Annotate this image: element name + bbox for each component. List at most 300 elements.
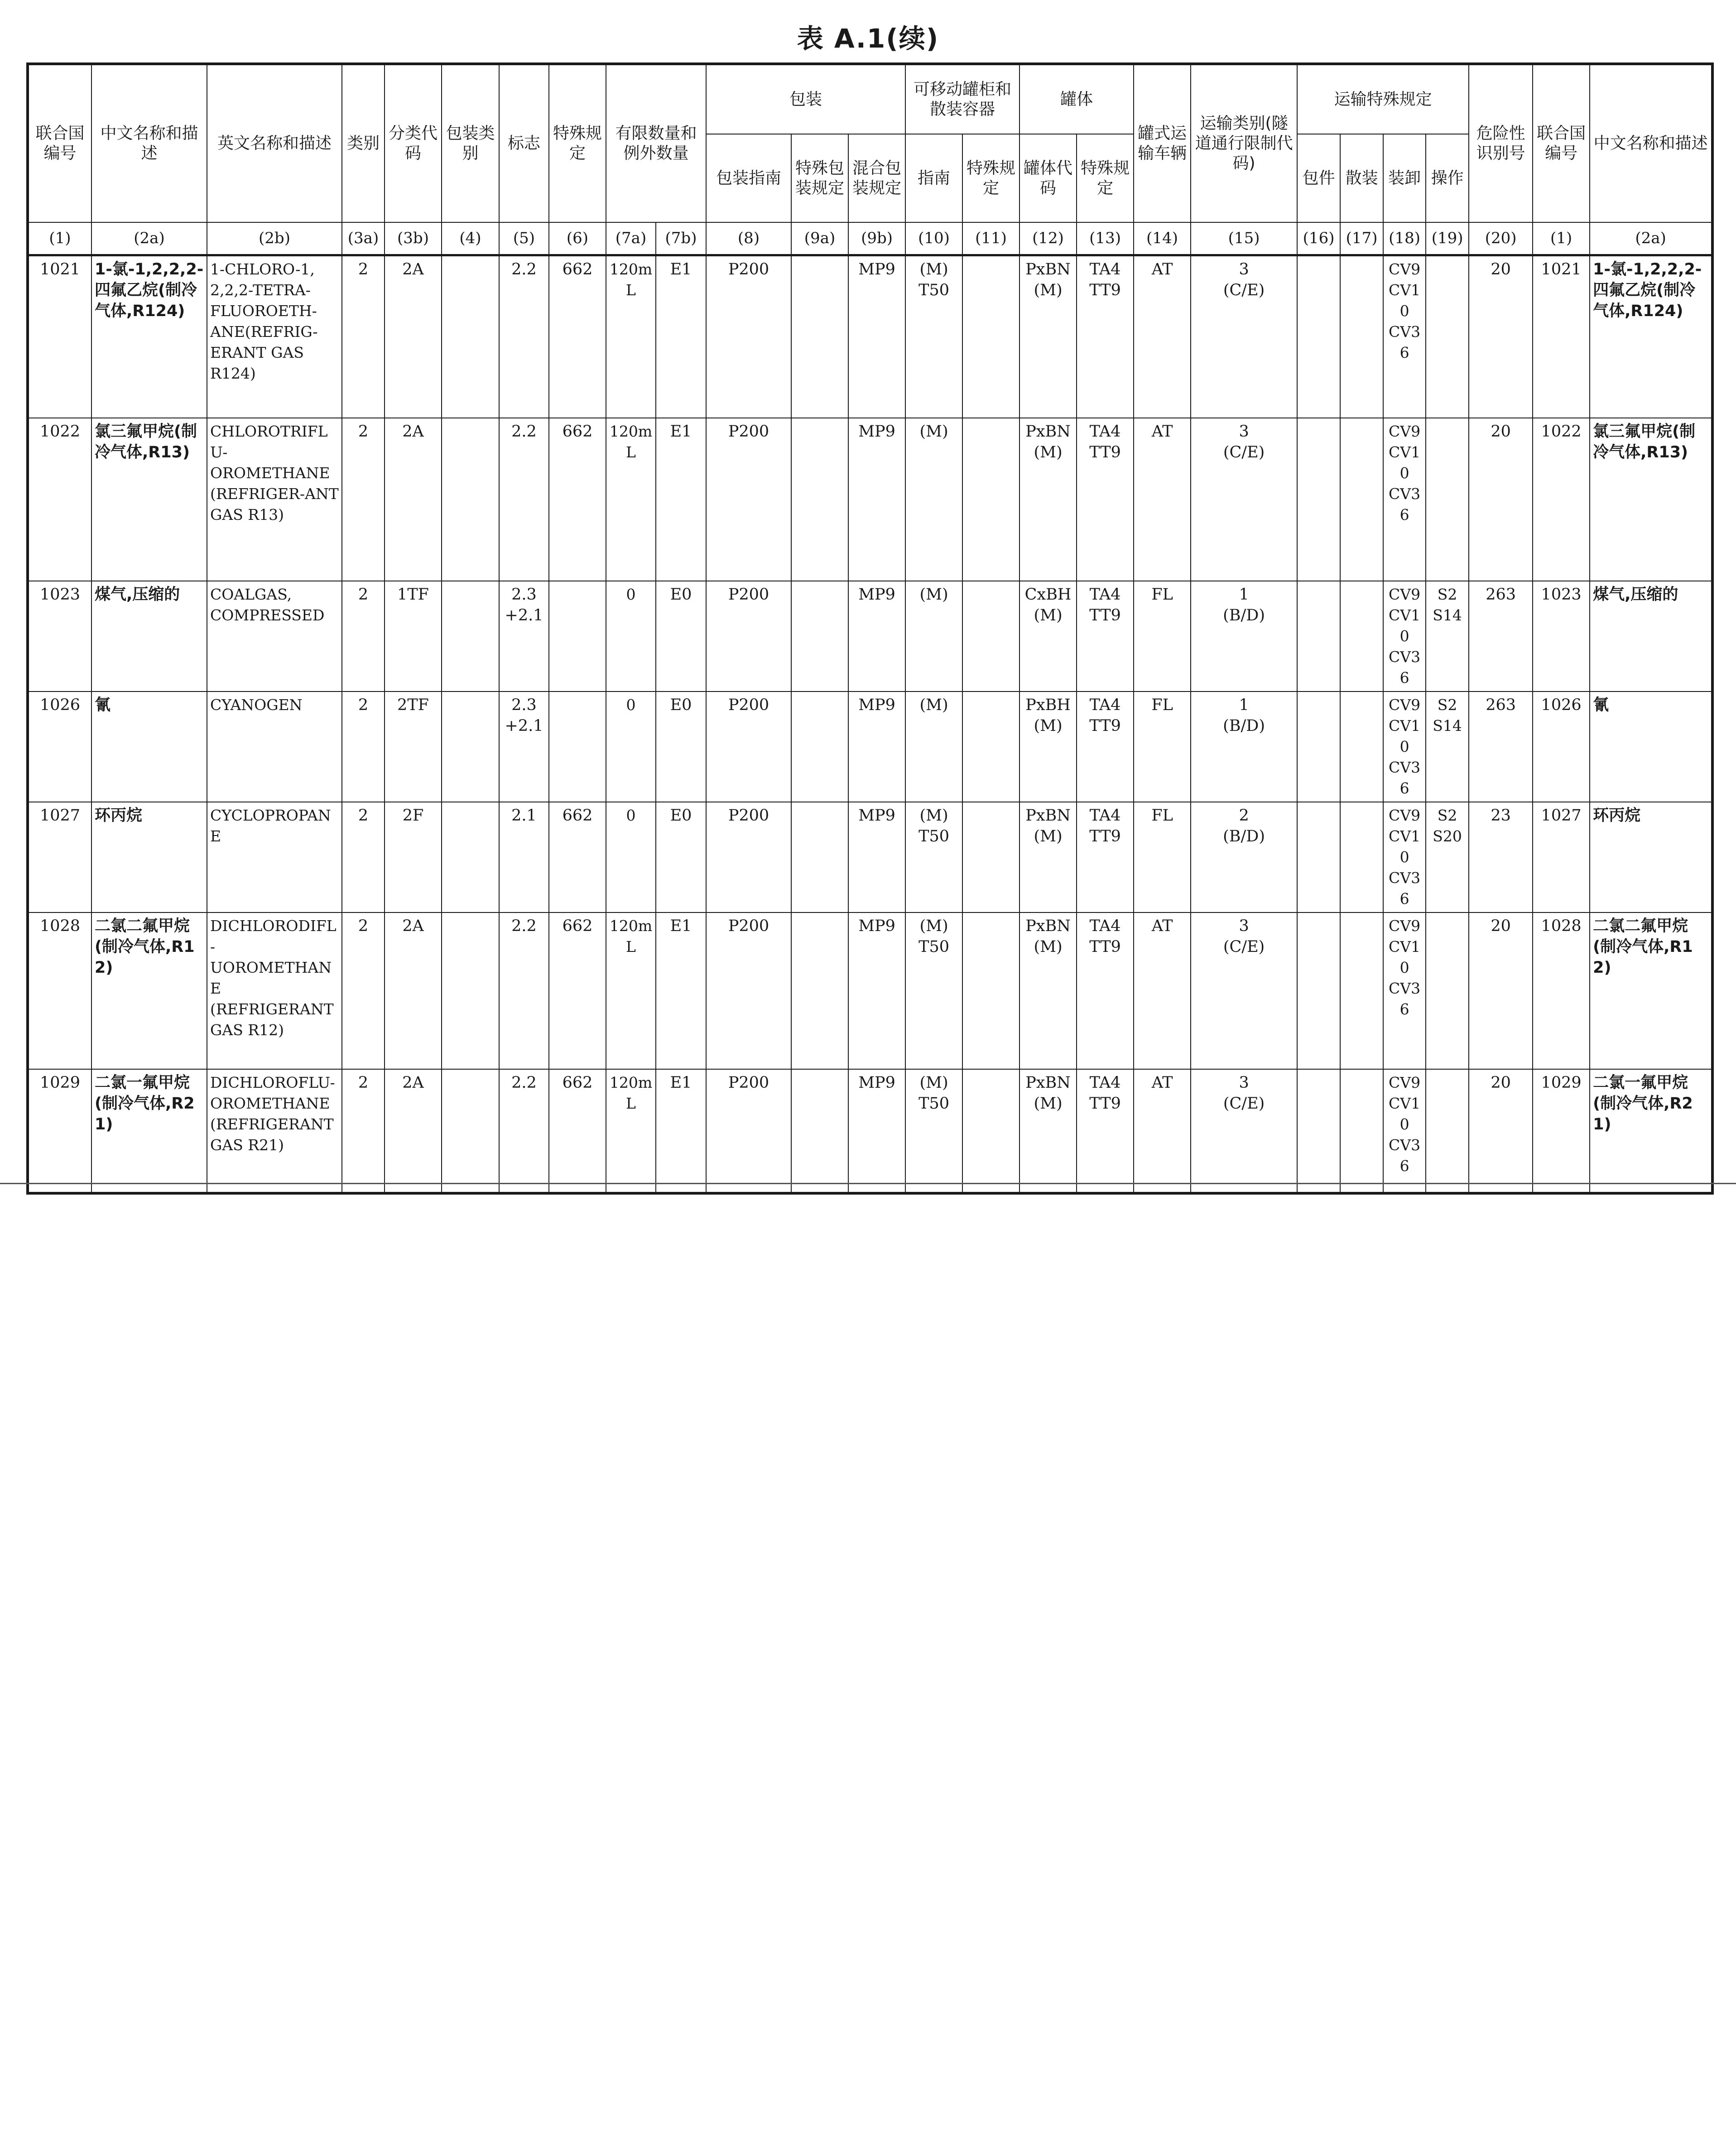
cell-loading (1383, 581, 1426, 691)
cell-packages (1297, 1069, 1340, 1193)
cell-hazard-id: 20 (1469, 255, 1533, 418)
header-un-no: 联合国编号 (28, 64, 91, 222)
cell-loading-line: CV10 (1389, 443, 1421, 482)
cell-portable-tank-instructions-line: T50 (918, 938, 949, 956)
cell-operation-line: S14 (1433, 717, 1462, 735)
cell-transport-category (1191, 418, 1297, 581)
cell-special-provisions (549, 581, 606, 691)
cell-un-no-repeat: 1023 (1533, 581, 1590, 691)
cell-name-zh: 1-氯-1,2,2,2-四氟乙烷(制冷气体,R124) (91, 255, 207, 418)
cell-packages (1297, 802, 1340, 912)
cell-tank-code-line: (M) (1034, 281, 1063, 299)
cell-class: 2 (342, 255, 385, 418)
cell-portable-tank-special (962, 418, 1019, 581)
cell-name-zh-repeat: 氰 (1590, 691, 1712, 802)
cell-portable-tank-instructions-line: (M) (919, 696, 948, 714)
cell-loading-line: CV9 (1389, 696, 1421, 714)
column-number: (8) (706, 222, 791, 255)
cell-transport-category-line: (B/D) (1223, 606, 1265, 624)
header-tank-code: 罐体代码 (1019, 134, 1077, 222)
cell-un-no-repeat: 1022 (1533, 418, 1590, 581)
cell-name-zh-repeat: 氯三氟甲烷(制冷气体,R13) (1590, 418, 1712, 581)
cell-transport-category-line: 1 (1239, 696, 1249, 714)
cell-class: 2 (342, 418, 385, 581)
cell-portable-tank-special (962, 802, 1019, 912)
cell-packaging-instructions: P200 (706, 581, 791, 691)
cell-un-no: 1023 (28, 581, 91, 691)
cell-portable-tank-instructions (905, 581, 962, 691)
cell-tank-code-line: PxBN (1025, 260, 1071, 279)
cell-tank-special (1077, 802, 1134, 912)
cell-loading (1383, 802, 1426, 912)
cell-loading (1383, 912, 1426, 1069)
cell-class-code: 2A (385, 1069, 442, 1193)
cell-name-en: CYANOGEN (207, 691, 342, 802)
cell-loading-line: CV36 (1389, 980, 1421, 1018)
table-row (28, 802, 1712, 912)
cell-packages (1297, 418, 1340, 581)
cell-tank-vehicle: AT (1134, 912, 1191, 1069)
cell-un-no-repeat: 1021 (1533, 255, 1590, 418)
cell-loading-line: CV9 (1389, 423, 1421, 440)
header-special-packing: 特殊包装规定 (791, 134, 848, 222)
cell-portable-tank-instructions-line: T50 (918, 1095, 949, 1113)
cell-packing-group (442, 1069, 499, 1193)
cell-tank-special-line: TT9 (1089, 938, 1121, 956)
cell-loading-line: CV10 (1389, 827, 1421, 866)
cell-portable-tank-special (962, 1069, 1019, 1193)
cell-special-provisions: 662 (549, 255, 606, 418)
cell-loading-line: CV10 (1389, 281, 1421, 320)
cell-tank-code (1019, 418, 1077, 581)
cell-loading (1383, 255, 1426, 418)
cell-portable-tank-instructions (905, 1069, 962, 1193)
cell-operation-line: S2 (1437, 696, 1457, 714)
column-number: (7b) (656, 222, 706, 255)
cell-mixed-packing: MP9 (848, 802, 905, 912)
dangerous-goods-table-container (26, 62, 1712, 1175)
cell-mixed-packing: MP9 (848, 691, 905, 802)
column-number: (16) (1297, 222, 1340, 255)
cell-tank-code (1019, 912, 1077, 1069)
cell-name-en: CYCLOPROPANE (207, 802, 342, 912)
cell-operation-line: S14 (1433, 606, 1462, 624)
cell-limited-quantity: 120mL (606, 912, 656, 1069)
header-special-provisions: 特殊规定 (549, 64, 606, 222)
cell-hazard-id: 23 (1469, 802, 1533, 912)
cell-labels: 2.2 (499, 1069, 549, 1193)
cell-excepted-quantity: E1 (656, 255, 706, 418)
cell-operation (1426, 912, 1469, 1069)
column-number: (11) (962, 222, 1019, 255)
header-bulk: 散装 (1340, 134, 1383, 222)
cell-portable-tank-special (962, 691, 1019, 802)
cell-tank-special-line: TT9 (1089, 606, 1121, 624)
cell-transport-category-line: 3 (1239, 260, 1249, 279)
cell-labels: 2.2 (499, 255, 549, 418)
cell-portable-tank-instructions (905, 691, 962, 802)
column-number: (2a) (91, 222, 207, 255)
cell-class-code: 1TF (385, 581, 442, 691)
cell-packing-group (442, 418, 499, 581)
cell-tank-special-line: TA4 (1089, 807, 1121, 825)
cell-packing-group (442, 255, 499, 418)
cell-loading-line: CV10 (1389, 938, 1421, 976)
cell-loading-line: CV36 (1389, 485, 1421, 523)
header-mixed-packing: 混合包装规定 (848, 134, 905, 222)
cell-transport-category (1191, 802, 1297, 912)
cell-loading-line: CV9 (1389, 586, 1421, 603)
cell-tank-code (1019, 255, 1077, 418)
header-pt-special: 特殊规定 (962, 134, 1019, 222)
cell-transport-category (1191, 912, 1297, 1069)
cell-un-no: 1027 (28, 802, 91, 912)
cell-name-en: DICHLOROFLU-OROMETHANE (REFRIGERANT GAS R21) (207, 1069, 342, 1193)
cell-name-zh-repeat: 二氯一氟甲烷(制冷气体,R21) (1590, 1069, 1712, 1193)
table-row (28, 912, 1712, 1069)
cell-tank-special-line: TA4 (1089, 423, 1121, 441)
cell-packing-group (442, 802, 499, 912)
cell-labels: 2.2 (499, 418, 549, 581)
cell-limited-quantity: 120mL (606, 1069, 656, 1193)
cell-loading-line: CV36 (1389, 1136, 1421, 1175)
cell-tank-vehicle: AT (1134, 1069, 1191, 1193)
cell-hazard-id: 263 (1469, 581, 1533, 691)
cell-tank-code-line: (M) (1034, 938, 1063, 956)
cell-tank-vehicle: FL (1134, 691, 1191, 802)
cell-operation (1426, 255, 1469, 418)
cell-operation (1426, 691, 1469, 802)
cell-class: 2 (342, 691, 385, 802)
cell-limited-quantity: 0 (606, 691, 656, 802)
header-packing-group: 包装类别 (442, 64, 499, 222)
cell-tank-code (1019, 691, 1077, 802)
cell-tank-special (1077, 418, 1134, 581)
cell-transport-category-line: (C/E) (1223, 281, 1265, 299)
cell-special-provisions: 662 (549, 1069, 606, 1193)
column-number: (14) (1134, 222, 1191, 255)
header-operation: 操作 (1426, 134, 1469, 222)
cell-excepted-quantity: E0 (656, 802, 706, 912)
cell-packages (1297, 255, 1340, 418)
cell-bulk (1340, 581, 1383, 691)
cell-tank-special-line: TT9 (1089, 443, 1121, 461)
cell-class-code: 2A (385, 912, 442, 1069)
cell-tank-special-line: TA4 (1089, 1074, 1121, 1092)
header-name-zh-repeat: 中文名称和描述 (1590, 64, 1712, 222)
cell-tank-special-line: TT9 (1089, 281, 1121, 299)
cell-excepted-quantity: E1 (656, 912, 706, 1069)
cell-un-no-repeat: 1026 (1533, 691, 1590, 802)
header-class: 类别 (342, 64, 385, 222)
cell-name-zh-repeat: 煤气,压缩的 (1590, 581, 1712, 691)
cell-loading-line: CV10 (1389, 1095, 1421, 1133)
cell-un-no: 1021 (28, 255, 91, 418)
cell-special-packing (791, 581, 848, 691)
cell-labels: 2.1 (499, 802, 549, 912)
header-name-zh: 中文名称和描述 (91, 64, 207, 222)
cell-operation-line: S2 (1437, 586, 1457, 603)
cell-un-no-repeat: 1028 (1533, 912, 1590, 1069)
cell-portable-tank-instructions-line: (M) (919, 917, 948, 935)
cell-hazard-id: 20 (1469, 418, 1533, 581)
cell-class-code: 2F (385, 802, 442, 912)
cell-loading-line: CV9 (1389, 1074, 1421, 1091)
table-row (28, 255, 1712, 418)
cell-portable-tank-instructions-line: T50 (918, 281, 949, 299)
cell-class: 2 (342, 1069, 385, 1193)
cell-packing-group (442, 912, 499, 1069)
cell-tank-special (1077, 1069, 1134, 1193)
cell-operation-line: S2 (1437, 807, 1457, 824)
column-number: (10) (905, 222, 962, 255)
cell-tank-special-line: TA4 (1089, 586, 1121, 604)
header-class-code: 分类代码 (385, 64, 442, 222)
cell-labels: 2.3 +2.1 (499, 691, 549, 802)
cell-portable-tank-instructions-line: (M) (919, 807, 948, 825)
cell-loading (1383, 1069, 1426, 1193)
cell-mixed-packing: MP9 (848, 581, 905, 691)
cell-loading-line: CV36 (1389, 869, 1421, 908)
cell-excepted-quantity: E1 (656, 418, 706, 581)
cell-name-zh-repeat: 环丙烷 (1590, 802, 1712, 912)
cell-portable-tank-instructions (905, 418, 962, 581)
cell-special-provisions: 662 (549, 802, 606, 912)
cell-special-packing (791, 912, 848, 1069)
header-name-en: 英文名称和描述 (207, 64, 342, 222)
header-hazard-id: 危险性识别号 (1469, 64, 1533, 222)
cell-loading-line: CV9 (1389, 917, 1421, 935)
cell-special-packing (791, 691, 848, 802)
cell-special-packing (791, 1069, 848, 1193)
cell-operation (1426, 581, 1469, 691)
column-number: (17) (1340, 222, 1383, 255)
header-labels: 标志 (499, 64, 549, 222)
column-number: (12) (1019, 222, 1077, 255)
header-transport-category: 运输类别(隧道通行限制代码) (1191, 64, 1297, 222)
cell-tank-code-line: PxBN (1025, 807, 1071, 825)
cell-un-no-repeat: 1027 (1533, 802, 1590, 912)
cell-loading-line: CV9 (1389, 807, 1421, 824)
cell-transport-category (1191, 581, 1297, 691)
cell-transport-category-line: 3 (1239, 917, 1249, 935)
cell-mixed-packing: MP9 (848, 912, 905, 1069)
cell-transport-category-line: (C/E) (1223, 938, 1265, 956)
cell-loading-line: CV36 (1389, 648, 1421, 687)
cell-excepted-quantity: E0 (656, 581, 706, 691)
column-number: (18) (1383, 222, 1426, 255)
table-row (28, 581, 1712, 691)
table-row (28, 1069, 1712, 1193)
cell-bulk (1340, 912, 1383, 1069)
header-limited-excepted: 有限数量和例外数量 (606, 64, 706, 222)
cell-un-no: 1028 (28, 912, 91, 1069)
cell-tank-code (1019, 1069, 1077, 1193)
column-number: (19) (1426, 222, 1469, 255)
cell-tank-special-line: TT9 (1089, 827, 1121, 845)
cell-name-zh: 氰 (91, 691, 207, 802)
cell-tank-code-line: (M) (1034, 606, 1063, 624)
header-portable-tanks: 可移动罐柜和散装容器 (905, 64, 1019, 134)
cell-tank-code-line: (M) (1034, 1095, 1063, 1113)
header-tank: 罐体 (1019, 64, 1134, 134)
cell-tank-special-line: TA4 (1089, 917, 1121, 935)
column-number: (3b) (385, 222, 442, 255)
header-loading: 装卸 (1383, 134, 1426, 222)
cell-packaging-instructions: P200 (706, 802, 791, 912)
cell-un-no-repeat: 1029 (1533, 1069, 1590, 1193)
cell-packaging-instructions: P200 (706, 418, 791, 581)
cell-portable-tank-instructions-line: T50 (918, 827, 949, 845)
cell-loading-line: CV10 (1389, 717, 1421, 755)
cell-operation (1426, 1069, 1469, 1193)
cell-transport-category-line: (B/D) (1223, 827, 1265, 845)
cell-packing-group (442, 581, 499, 691)
cell-portable-tank-instructions-line: (M) (919, 423, 948, 441)
cell-excepted-quantity: E0 (656, 691, 706, 802)
cell-class: 2 (342, 802, 385, 912)
cell-limited-quantity: 0 (606, 802, 656, 912)
column-number: (3a) (342, 222, 385, 255)
cell-name-zh-repeat: 1-氯-1,2,2,2-四氟乙烷(制冷气体,R124) (1590, 255, 1712, 418)
cell-un-no: 1022 (28, 418, 91, 581)
cell-name-zh-repeat: 二氯二氟甲烷(制冷气体,R12) (1590, 912, 1712, 1069)
cell-operation-line: S20 (1433, 827, 1462, 845)
cell-loading (1383, 418, 1426, 581)
column-number: (2a) (1590, 222, 1712, 255)
cell-loading-line: CV36 (1389, 759, 1421, 797)
table-row (28, 418, 1712, 581)
cell-packaging-instructions: P200 (706, 691, 791, 802)
cell-tank-special-line: TA4 (1089, 696, 1121, 714)
cell-portable-tank-instructions (905, 802, 962, 912)
cell-loading (1383, 691, 1426, 802)
header-tank-special: 特殊规定 (1077, 134, 1134, 222)
column-number-row (28, 222, 1712, 255)
cell-un-no: 1026 (28, 691, 91, 802)
cell-packaging-instructions: P200 (706, 255, 791, 418)
cell-bulk (1340, 1069, 1383, 1193)
cell-loading-line: CV36 (1389, 322, 1421, 361)
cell-class: 2 (342, 581, 385, 691)
cell-name-en: DICHLORODIFL-UOROMETHANE (REFRIGERANT GAS R12) (207, 912, 342, 1069)
column-number: (9b) (848, 222, 905, 255)
cell-name-en: 1-CHLORO-1, 2,2,2-TETRA-FLUOROETH-ANE(REFRIG-ERANT GAS R124) (207, 255, 342, 418)
cell-limited-quantity: 120mL (606, 418, 656, 581)
cell-tank-code-line: (M) (1034, 827, 1063, 845)
header-packaging-instructions: 包装指南 (706, 134, 791, 222)
cell-bulk (1340, 691, 1383, 802)
cell-loading-line: CV9 (1389, 260, 1421, 278)
cell-class: 2 (342, 912, 385, 1069)
cell-transport-category-line: 2 (1239, 807, 1249, 825)
cell-tank-special (1077, 255, 1134, 418)
cell-transport-category-line: (C/E) (1223, 443, 1265, 461)
cell-tank-vehicle: AT (1134, 255, 1191, 418)
cell-transport-category-line: (C/E) (1223, 1095, 1265, 1113)
table-caption: 表 A.1(续) (797, 23, 939, 54)
column-number: (6) (549, 222, 606, 255)
cell-bulk (1340, 418, 1383, 581)
table-body (28, 64, 1712, 1193)
cell-name-zh: 煤气,压缩的 (91, 581, 207, 691)
header-pt-instructions: 指南 (905, 134, 962, 222)
cell-portable-tank-special (962, 581, 1019, 691)
cell-limited-quantity: 0 (606, 581, 656, 691)
cell-name-en: COALGAS, COMPRESSED (207, 581, 342, 691)
cell-special-packing (791, 802, 848, 912)
cell-limited-quantity: 120mL (606, 255, 656, 418)
cell-labels: 2.3 +2.1 (499, 581, 549, 691)
cell-transport-category (1191, 691, 1297, 802)
cell-transport-category (1191, 255, 1297, 418)
cell-tank-code (1019, 581, 1077, 691)
cell-packaging-instructions: P200 (706, 912, 791, 1069)
cell-tank-code-line: (M) (1034, 717, 1063, 735)
cell-portable-tank-special (962, 255, 1019, 418)
cell-tank-code-line: PxBN (1025, 423, 1071, 441)
page-separator-rule (0, 1183, 1736, 1184)
cell-special-packing (791, 418, 848, 581)
cell-transport-category-line: (B/D) (1223, 717, 1265, 735)
header-tank-vehicle: 罐式运输车辆 (1134, 64, 1191, 222)
cell-packages (1297, 691, 1340, 802)
cell-name-en: CHLOROTRIFLU-OROMETHANE (REFRIGER-ANT GAS R13) (207, 418, 342, 581)
cell-mixed-packing: MP9 (848, 255, 905, 418)
cell-hazard-id: 20 (1469, 912, 1533, 1069)
cell-excepted-quantity: E1 (656, 1069, 706, 1193)
cell-packages (1297, 581, 1340, 691)
table-row (28, 691, 1712, 802)
cell-tank-vehicle: FL (1134, 802, 1191, 912)
cell-labels: 2.2 (499, 912, 549, 1069)
cell-name-zh: 二氯二氟甲烷(制冷气体,R12) (91, 912, 207, 1069)
header-un-no-repeat: 联合国编号 (1533, 64, 1590, 222)
dangerous-goods-table (26, 62, 1714, 1195)
cell-tank-special-line: TA4 (1089, 260, 1121, 279)
column-number: (7a) (606, 222, 656, 255)
cell-portable-tank-instructions-line: (M) (919, 260, 948, 279)
cell-tank-code (1019, 802, 1077, 912)
cell-tank-special-line: TT9 (1089, 1095, 1121, 1113)
cell-special-provisions (549, 691, 606, 802)
cell-tank-special (1077, 691, 1134, 802)
column-number: (20) (1469, 222, 1533, 255)
cell-tank-vehicle: FL (1134, 581, 1191, 691)
cell-portable-tank-instructions (905, 255, 962, 418)
cell-packaging-instructions: P200 (706, 1069, 791, 1193)
cell-name-zh: 环丙烷 (91, 802, 207, 912)
cell-portable-tank-special (962, 912, 1019, 1069)
column-number: (4) (442, 222, 499, 255)
column-number: (1) (28, 222, 91, 255)
header-packaging: 包装 (706, 64, 905, 134)
cell-class-code: 2A (385, 255, 442, 418)
cell-transport-category-line: 1 (1239, 586, 1249, 604)
column-number: (1) (1533, 222, 1590, 255)
cell-class-code: 2TF (385, 691, 442, 802)
cell-name-zh: 氯三氟甲烷(制冷气体,R13) (91, 418, 207, 581)
cell-tank-code-line: PxBN (1025, 1074, 1071, 1092)
column-number: (2b) (207, 222, 342, 255)
cell-bulk (1340, 255, 1383, 418)
column-number: (13) (1077, 222, 1134, 255)
cell-name-zh: 二氯一氟甲烷(制冷气体,R21) (91, 1069, 207, 1193)
cell-operation (1426, 802, 1469, 912)
cell-portable-tank-instructions-line: (M) (919, 586, 948, 604)
cell-special-provisions: 662 (549, 912, 606, 1069)
cell-special-provisions: 662 (549, 418, 606, 581)
